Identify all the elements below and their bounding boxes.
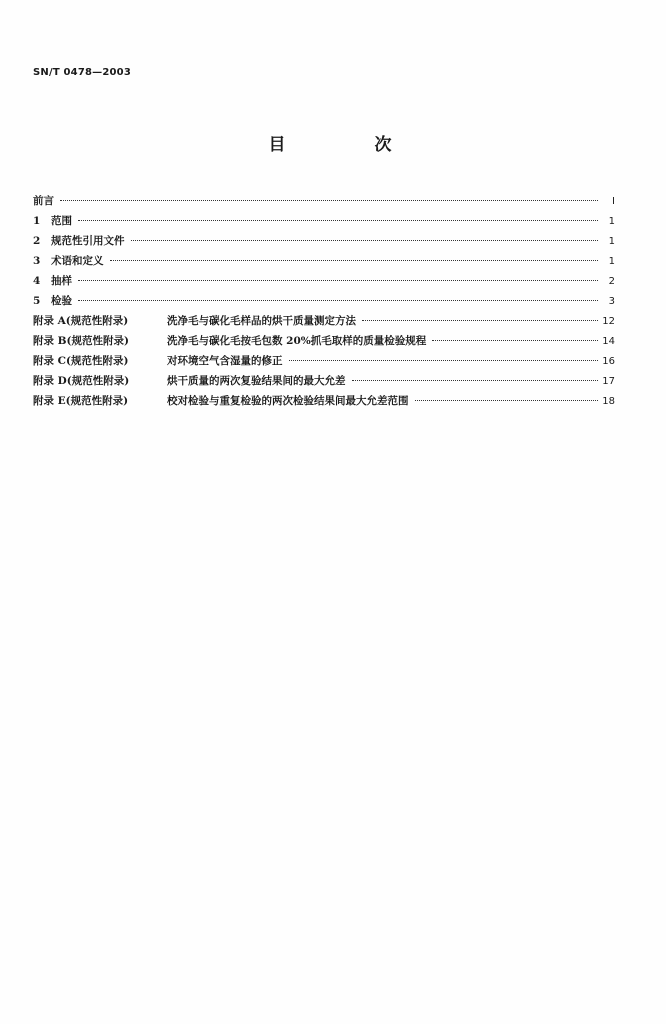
toc-entry-title: 范围 xyxy=(51,215,72,227)
standard-code: SN/T 0478—2003 xyxy=(33,67,131,78)
toc-entry-label xyxy=(33,193,57,208)
toc-leader-dots xyxy=(131,240,599,241)
toc-leader-dots xyxy=(78,280,598,281)
toc-entry-label xyxy=(33,373,349,388)
toc-entry-label xyxy=(33,213,75,228)
toc-leader-dots xyxy=(289,360,599,361)
toc-leader-dots xyxy=(432,340,598,341)
toc-leader-dots xyxy=(362,320,598,321)
toc-entry-inspection[interactable] xyxy=(33,293,615,313)
toc-entry-page: 1 xyxy=(608,256,615,267)
toc-leader-dots xyxy=(78,220,598,221)
toc-entry-normative-references[interactable] xyxy=(33,233,615,253)
toc-entry-title: 前言 xyxy=(33,195,54,207)
toc-entry-annex-d[interactable] xyxy=(33,373,615,393)
toc-entry-number: 附录 D(规范性附录) xyxy=(33,375,130,387)
toc-entry-title: 检验 xyxy=(51,295,72,307)
toc-entry-title: 烘干质量的两次复验结果间的最大允差 xyxy=(167,375,346,387)
toc-entry-label xyxy=(33,353,286,368)
toc-entry-label xyxy=(33,393,412,408)
toc-entry-page: 17 xyxy=(602,376,615,387)
toc-entry-number: 附录 E(规范性附录) xyxy=(33,395,129,407)
toc-leader-dots xyxy=(78,300,598,301)
toc-entry-page: 16 xyxy=(602,356,615,367)
toc-entry-label xyxy=(33,333,429,348)
toc-entry-title: 术语和定义 xyxy=(51,255,104,267)
toc-entry-page: 12 xyxy=(602,316,615,327)
toc-entry-sampling[interactable] xyxy=(33,273,615,293)
toc-entry-page: 14 xyxy=(602,336,615,347)
toc-entry-page: 3 xyxy=(608,296,615,307)
toc-entry-title: 洗净毛与碳化毛按毛包数 20%抓毛取样的质量检验规程 xyxy=(167,335,427,347)
toc-entry-annex-b[interactable] xyxy=(33,333,615,353)
toc-entry-number: 3 xyxy=(33,255,41,267)
toc-leader-dots xyxy=(60,200,598,201)
toc-entry-title: 校对检验与重复检验的两次检验结果间最大允差范围 xyxy=(167,395,409,407)
toc-entry-number: 5 xyxy=(33,295,41,307)
toc-entry-number: 2 xyxy=(33,235,41,247)
toc-entry-number: 附录 A(规范性附录) xyxy=(33,315,129,327)
toc-title: 目 次 xyxy=(268,135,428,155)
toc-entry-terms-definitions[interactable] xyxy=(33,253,615,273)
toc-leader-dots xyxy=(415,400,599,401)
toc-entry-page: 18 xyxy=(602,396,615,407)
toc-entry-page: Ⅰ xyxy=(612,196,615,207)
toc-entry-label xyxy=(33,233,128,248)
toc-entry-number: 附录 B(规范性附录) xyxy=(33,335,129,347)
toc-entry-title: 抽样 xyxy=(51,275,72,287)
toc-leader-dots xyxy=(110,260,599,261)
toc-entry-label xyxy=(33,293,75,308)
toc-entry-label xyxy=(33,313,359,328)
toc-entry-annex-a[interactable] xyxy=(33,313,615,333)
toc-entry-label xyxy=(33,253,107,268)
toc-entry-title: 规范性引用文件 xyxy=(51,235,125,247)
toc-entry-page: 1 xyxy=(608,236,615,247)
toc-entry-annex-e[interactable] xyxy=(33,393,615,413)
table-of-contents xyxy=(33,193,615,413)
toc-entry-number: 1 xyxy=(33,215,41,227)
toc-entry-page: 1 xyxy=(608,216,615,227)
toc-entry-title: 对环境空气含湿量的修正 xyxy=(167,355,283,367)
toc-entry-label xyxy=(33,273,75,288)
toc-entry-title: 洗净毛与碳化毛样品的烘干质量测定方法 xyxy=(167,315,356,327)
toc-entry-foreword[interactable] xyxy=(33,193,615,213)
toc-entry-page: 2 xyxy=(608,276,615,287)
toc-entry-number: 附录 C(规范性附录) xyxy=(33,355,129,367)
toc-leader-dots xyxy=(352,380,599,381)
toc-entry-number: 4 xyxy=(33,275,41,287)
toc-entry-annex-c[interactable] xyxy=(33,353,615,373)
toc-entry-scope[interactable] xyxy=(33,213,615,233)
